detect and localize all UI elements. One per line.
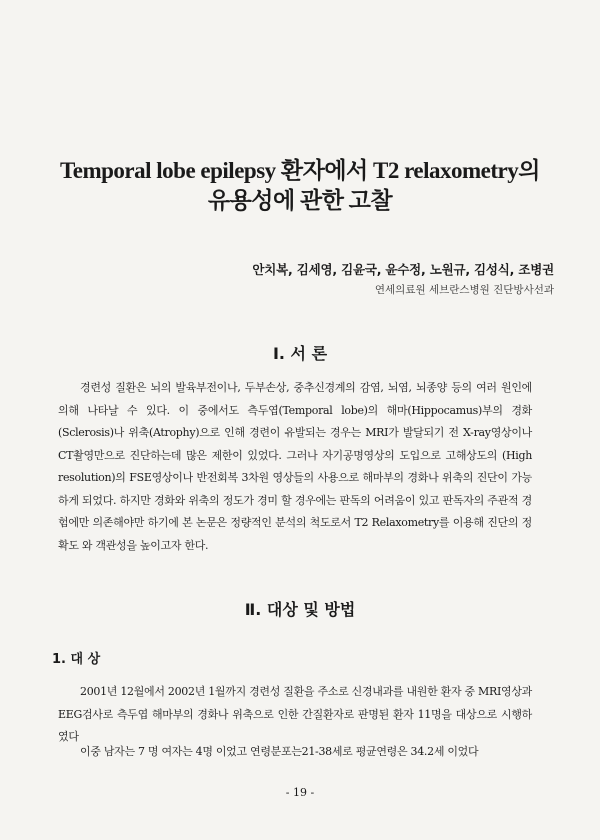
paper-title-line2: 유용성에 관한 고찰 bbox=[207, 188, 393, 213]
author-list: 안치복, 김세영, 김윤국, 윤수정, 노원규, 김성식, 조병권 bbox=[252, 262, 554, 277]
page-number: - 19 - bbox=[285, 786, 315, 799]
subjects-demographics-line: 이중 남자는 7 명 여자는 4명 이었고 연령분포는21-38세로 평균연령은 34.2세 이었다 bbox=[80, 745, 479, 758]
paper-title-line1: Temporal lobe epilepsy 환자에서 T2 relaxometry의 bbox=[60, 158, 540, 183]
section-heading-methods: Ⅱ. 대상 및 방법 bbox=[244, 600, 356, 619]
affiliation: 연세의료원 세브란스병원 진단방사선과 bbox=[374, 284, 554, 296]
section-heading-introduction: Ⅰ. 서 론 bbox=[272, 344, 328, 363]
introduction-paragraph: 경련성 질환은 뇌의 발육부전이나, 두부손상, 중추신경계의 감염, 뇌염, 뇌종양 등의 여러 원인에 의해 나타날 수 있다. 이 중에서도 측두엽(Temporal lobe)의 해마(Hippocamus)부의 경화(Sclerosis)나 위축(Atrophy)으로 인해 경련이 유발되는 경우는 MRI가 발달되기 전 X-ray영상이나 CT촬영만으로 진단하는데 많은 제한이 있었다. 그러나 자기공명영상의 도입으로 고해상도의 (High resolution)의 FSE영상이나 반전회복 3차원 영상들의 사용으로 해마부의 경화나 위축의 진단이 가능하게 되었다. 하지만 경화와 위축의 정도가 경미 할 경우에는 판독의 어려움이 있고 판독자의 주관적 경험에만 의존해야만 하기에 본 논문은 정량적인 분석의 척도로서 T2 Relaxometry를 이용해 진단의 정확도 와 객관성을 높이고자 한다. bbox=[58, 381, 532, 552]
subsection-heading-subjects: 1. 대 상 bbox=[52, 652, 101, 667]
subjects-paragraph: 2001년 12월에서 2002년 1월까지 경련성 질환을 주소로 신경내과를 내원한 환자 중 MRI영상과EEG검사로 측두엽 해마부의 경화나 위축으로 인한 간질환자로 판명된 환자 11명을 대상으로 시행하였다 bbox=[58, 685, 532, 743]
